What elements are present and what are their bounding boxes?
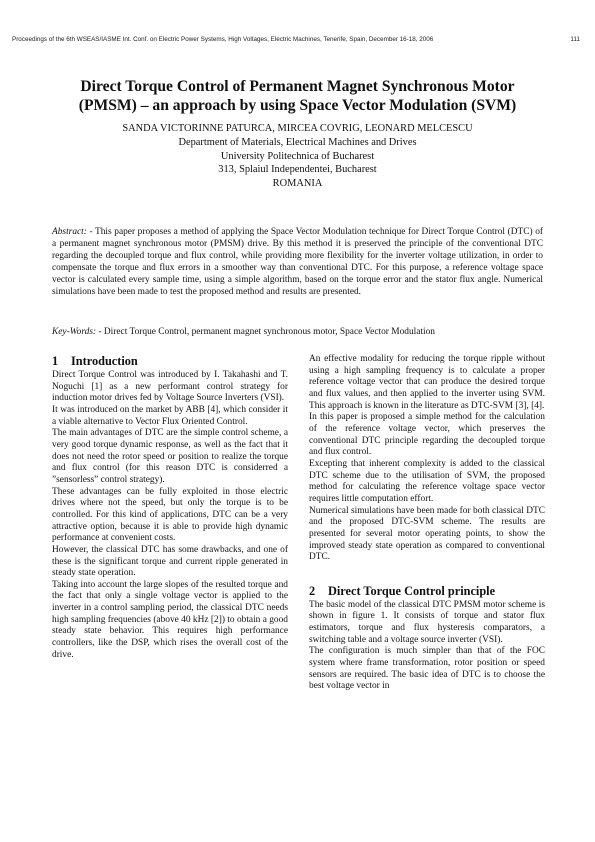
paragraph: These advantages can be fully exploited in those electric drives where not the speed, but only the torque is to be controlled. For this kind of applications, DTC can be a very attractive option, because it is able to provide high dynamic performance at convenient costs. <box>52 486 288 544</box>
title-line-1: Direct Torque Control of Permanent Magnet Synchronous Motor <box>80 78 515 95</box>
page-number: 111 <box>570 36 580 43</box>
paragraph: Direct Torque Control was introduced by I. Takahashi and T. Noguchi [1] as a new performant control strategy for induction motor drives fed by Voltage Source Inverters (VSI). <box>52 370 288 404</box>
paragraph: Excepting that inherent complexity is added to the classical DTC scheme due to the utilisation of SVM, the proposed method for calculating the reference voltage space vector requires little computation effort. <box>309 458 545 504</box>
paragraph: However, the classical DTC has some drawbacks, and one of these is the significant torque and current ripple generated in steady state operation. <box>52 544 288 579</box>
keywords-label: Key-Words: <box>52 327 97 337</box>
paragraph: The configuration is much simpler than that of the FOC system where frame transformation, rotor position or speed sensors are required. The basic idea of DTC is to choose the best voltage vector in <box>309 646 545 692</box>
left-column <box>52 354 288 661</box>
abstract-label: Abstract: <box>52 227 87 237</box>
section-number: 2 <box>309 583 316 598</box>
section-spacer <box>309 564 545 584</box>
paragraph: The basic model of the classical DTC PMSM motor scheme is shown in figure 1. It consists of torque and stator flux estimators, torque and flux hysteresis comparators, a switching table and a voltage source inverter (VSI). <box>309 599 545 645</box>
section-title: Direct Torque Control principle <box>328 583 496 598</box>
paragraph: In this paper is proposed a simple method for the calculation of the reference voltage vector, which preserves the conventional DTC principle regarding the decoupled torque and flux control. <box>309 412 545 458</box>
author-address: 313, Splaiul Independentei, Bucharest <box>218 164 377 176</box>
section-heading-introduction <box>52 354 288 369</box>
paragraph: Numerical simulations have been made for both classical DTC and the proposed DTC-SVM scheme. The results are presented for several motor operating points, to show the improved steady state operation as compared to conventional DTC. <box>309 505 545 563</box>
section-title: Introduction <box>71 354 138 368</box>
right-column <box>309 354 545 693</box>
paragraph: Taking into account the large slopes of the resulted torque and the fact that only a single voltage vector is applied to the inverter in a control sampling period, the classical DTC needs high sampling frequencies (above 40 kHz [2]) to obtain a good steady state behavior. This requires high performance controllers, like the DSP, which rises the overall cost of the drive. <box>52 579 288 660</box>
keywords-text: - Direct Torque Control, permanent magnet synchronous motor, Space Vector Modulation <box>96 327 435 337</box>
abstract-text: - This paper proposes a method of applying the Space Vector Modulation technique for Direct Torque Control (DTC) of a permanent magnet synchronous motor (PMSM) drive. By this method it is preserved the principle of the conventional DTC regarding the decoupled torque and flux control, while providing more flexibility for the inverter voltage utilization, in order to compensate the torque and flux errors in a smoother way than conventional DTC. For this purpose, a reference voltage space vector is calculated every sample time, using a simple algorithm, based on the torque error and the stator flux angle. Numerical simulations have been made to test the proposed method and results are presented. <box>52 227 543 298</box>
keywords <box>52 326 543 338</box>
title-line-2: (PMSM) – an approach by using Space Vector Modulation (SVM) <box>78 96 517 114</box>
author-department: Department of Materials, Electrical Machines and Drives <box>178 136 417 148</box>
author-university: University Politechnica of Bucharest <box>220 150 375 162</box>
author-country: ROMANIA <box>272 178 323 190</box>
proceedings-line: Proceedings of the 6th WSEAS/IASME Int. Conf. on Electric Power Systems, High Voltages, Electric Machines, Tenerife, Spain, December 16-18, 2006 <box>12 36 434 43</box>
paragraph: It was introduced on the market by ABB [4], which consider it a viable alternative to Vector Flux Oriented Control. <box>52 404 288 427</box>
section-heading-dtc-principle <box>309 584 545 599</box>
paper-title <box>40 78 555 115</box>
author-names: SANDA VICTORINNE PATURCA, MIRCEA COVRIG, LEONARD MELCESCU <box>122 123 473 134</box>
paragraph: The main advantages of DTC are the simple control scheme, a very good torque dynamic response, as well as the fact that it does not need the rotor speed or position to realize the torque and flux control (for this reason DTC is considerred a ”sensorless” control strategy). <box>52 428 288 485</box>
author-block <box>40 122 555 191</box>
abstract <box>52 226 543 299</box>
section-number: 1 <box>52 354 59 368</box>
paragraph: An effective modality for reducing the torque ripple without using a high sampling frequency is to calculate a proper reference voltage vector that can produce the desired torque and flux values, and then applied to the inverter using SVM. This approach is known in the literature as DTC-SVM [3], [4]. <box>309 354 545 411</box>
